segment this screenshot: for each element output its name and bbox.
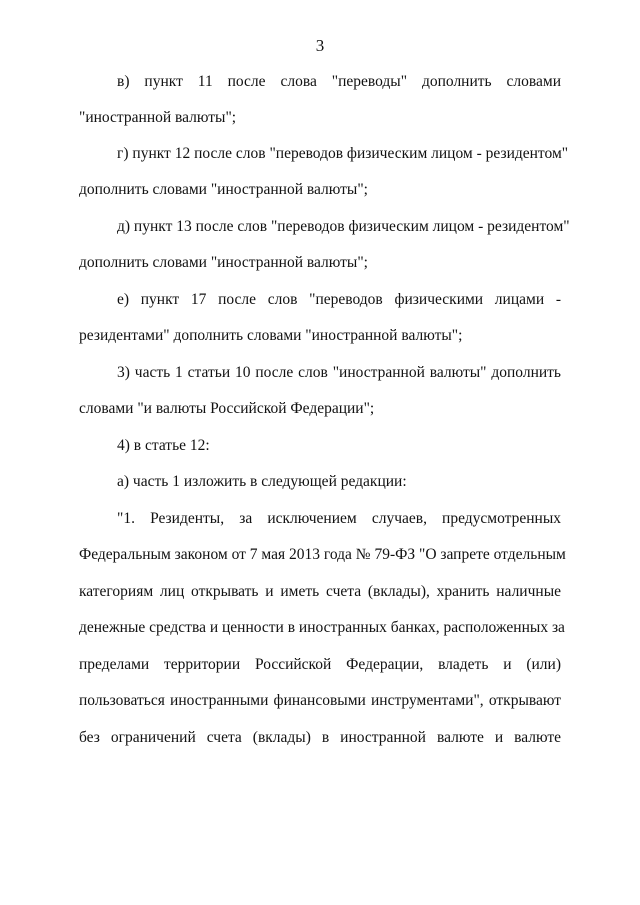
text-line-12: а) часть 1 изложить в следующей редакции: — [117, 473, 407, 490]
text-line-4: дополнить словами "иностранной валюты"; — [79, 181, 368, 198]
text-line-10: словами "и валюты Российской Федерации"; — [79, 400, 375, 417]
text-line-5: д) пункт 13 после слов "переводов физическим лицом - резидентом" — [117, 218, 570, 235]
text-line-3: г) пункт 12 после слов "переводов физическим лицом - резидентом" — [117, 145, 569, 162]
text-line-8: резидентами" дополнить словами "иностранной валюты"; — [79, 327, 463, 344]
text-line-6: дополнить словами "иностранной валюты"; — [79, 254, 368, 271]
text-line-17: пределами территории Российской Федерации, владеть и (или) — [79, 656, 561, 673]
text-line-1: в) пункт 11 после слова "переводы" дополнить словами — [117, 73, 561, 90]
text-line-2: "иностранной валюты"; — [79, 109, 237, 126]
text-line-7: е) пункт 17 после слов "переводов физическими лицами - — [117, 291, 561, 308]
text-line-13: "1. Резиденты, за исключением случаев, предусмотренных — [117, 510, 561, 527]
text-line-9: 3) часть 1 статьи 10 после слов "иностранной валюты" дополнить — [117, 364, 561, 381]
text-line-15: категориям лиц открывать и иметь счета (вклады), хранить наличные — [79, 583, 561, 600]
text-line-14: Федеральным законом от 7 мая 2013 года № 79-ФЗ "О запрете отдельным — [79, 546, 566, 563]
page-number: 3 — [315, 36, 325, 55]
text-line-18: пользоваться иностранными финансовыми инструментами", открывают — [79, 692, 561, 709]
text-line-19: без ограничений счета (вклады) в иностранной валюте и валюте — [79, 729, 561, 746]
text-line-11: 4) в статье 12: — [117, 437, 210, 454]
text-line-16: денежные средства и ценности в иностранных банках, расположенных за — [79, 619, 565, 636]
